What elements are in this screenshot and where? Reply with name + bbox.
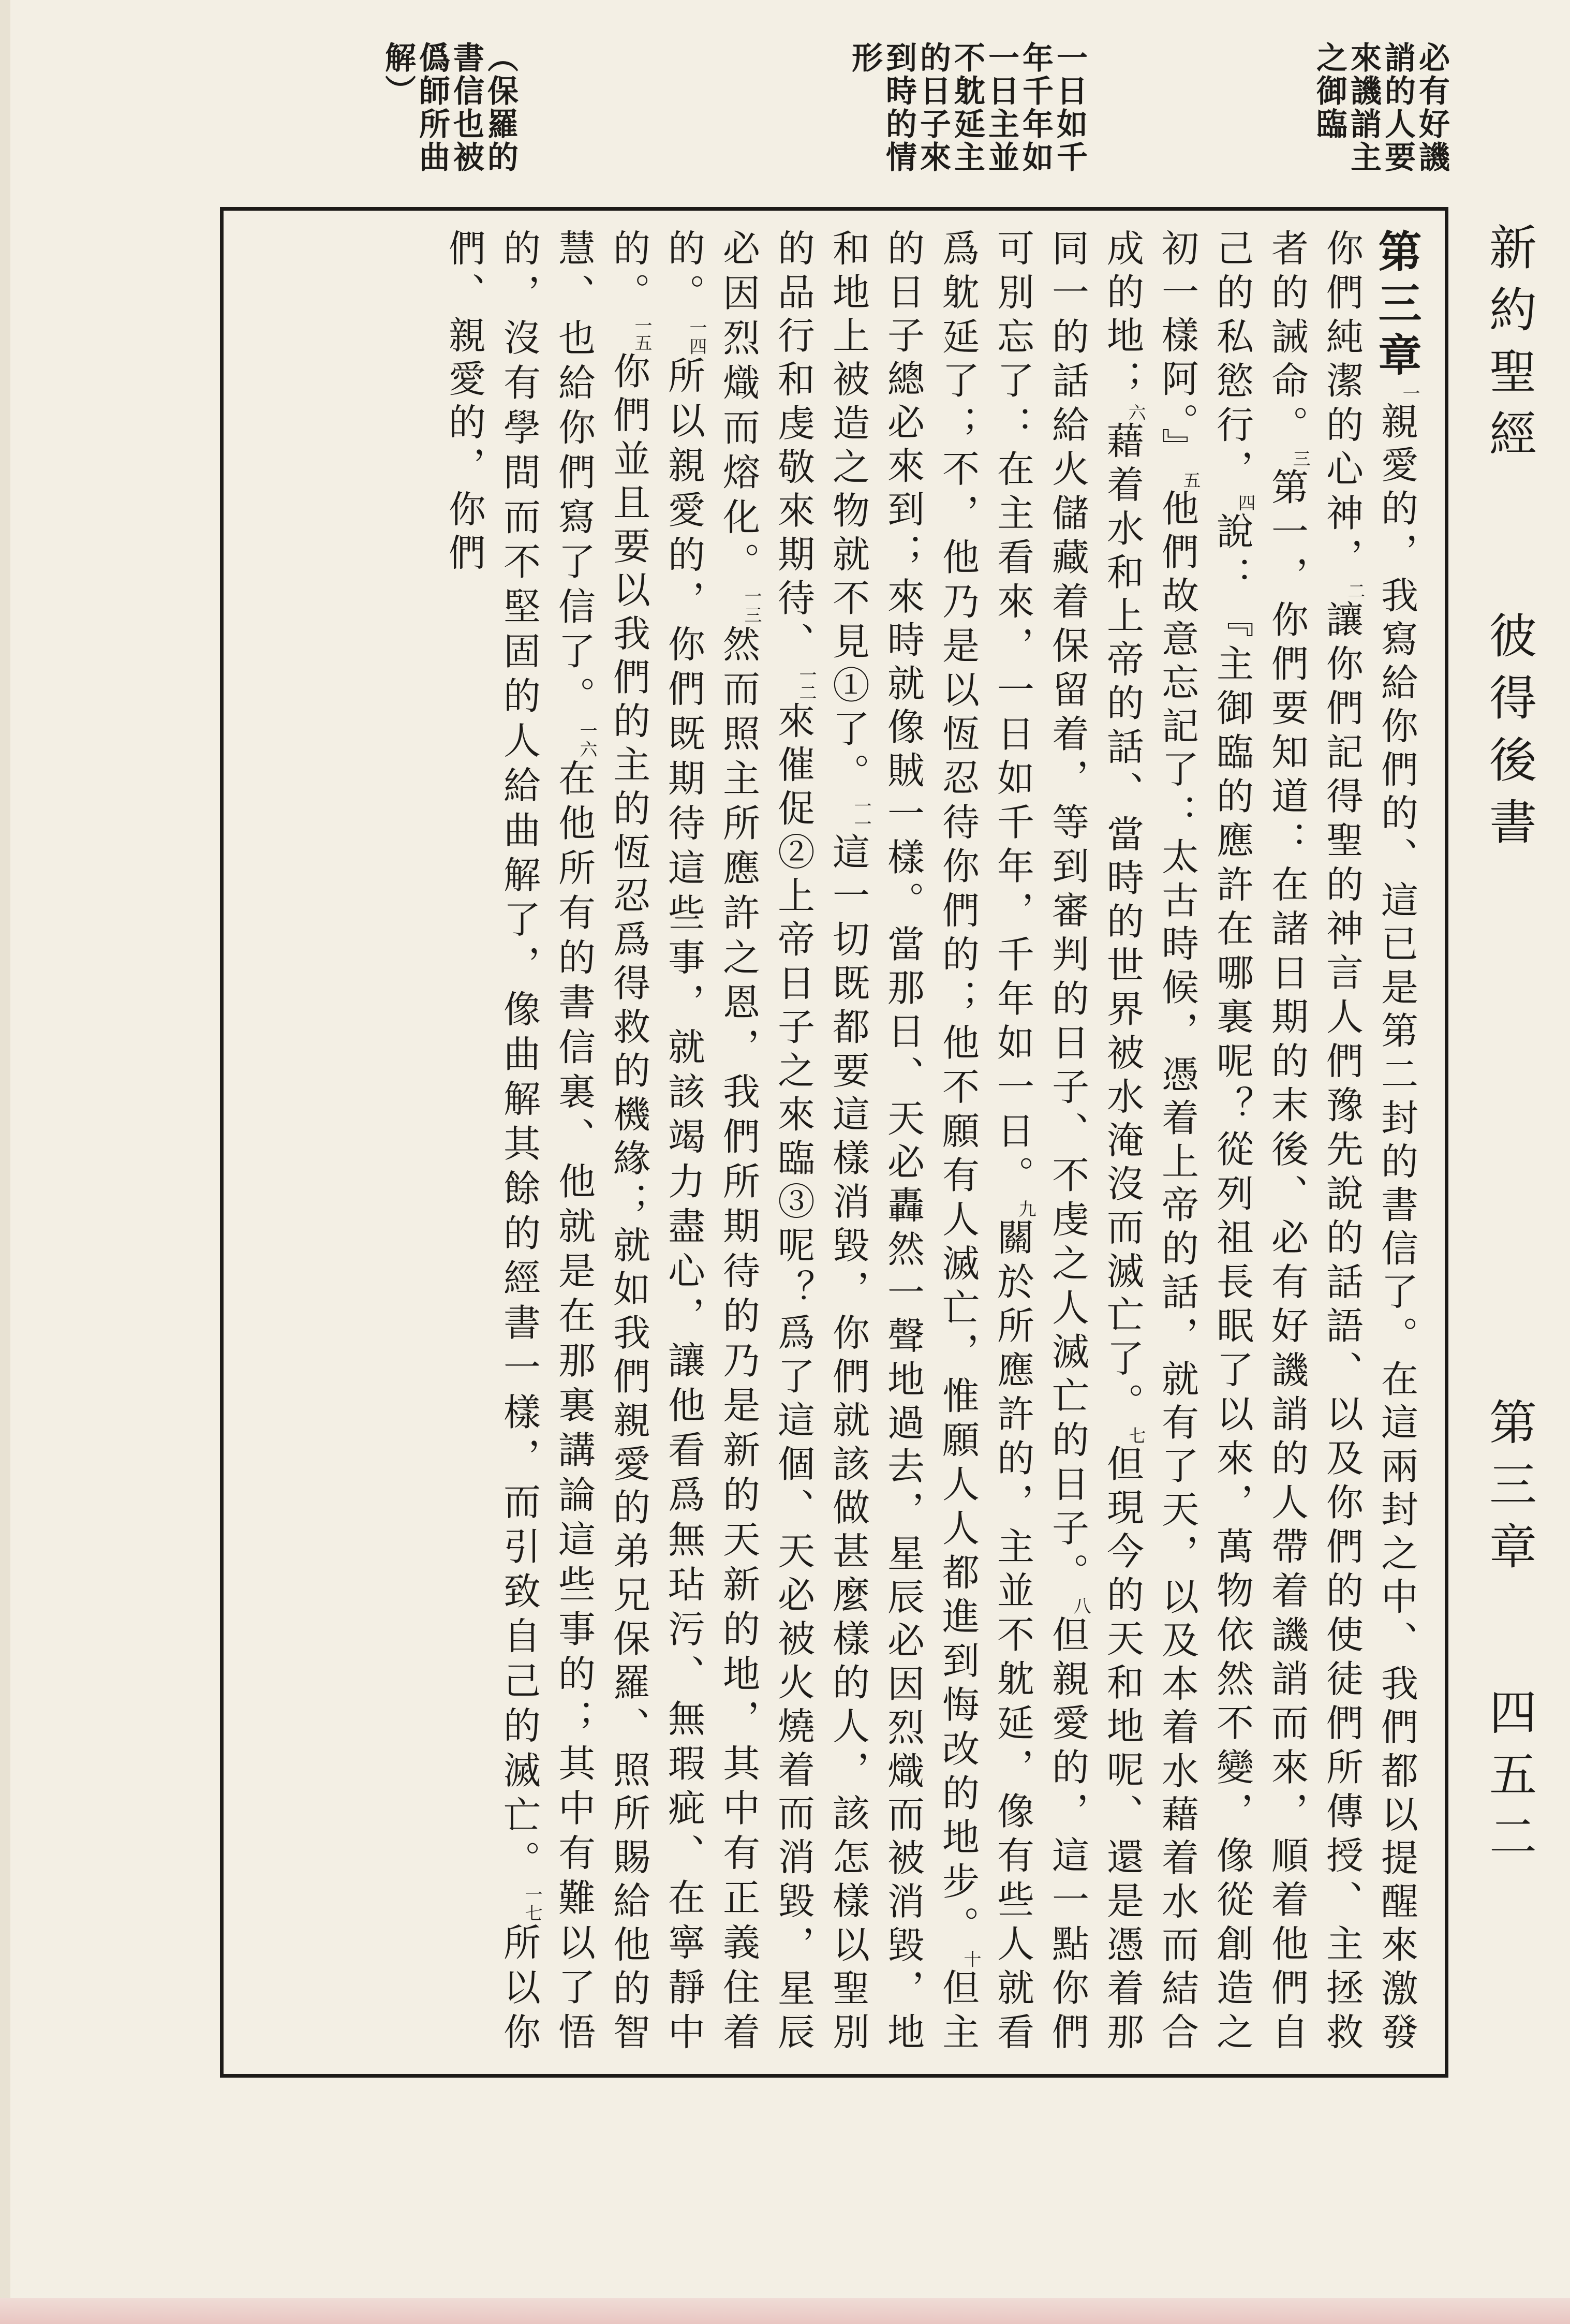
chapter-heading: 第三章: [1371, 229, 1423, 385]
verse-text: 讓你們記得聖的神言人們豫先說的話語、以及你們的使徒們所傳授、主拯救者的誡命。: [1265, 229, 1364, 2056]
margin-note: 一日如千年千年如一日主並不躭延主的日子來到時的情形: [847, 41, 1088, 174]
verse-text: 在他所有的書信裏、他就是在那裏講論這些事的；其中有難以了悟的，沒有學問而不堅固的人給曲解了，像曲解其餘的經書一樣，而引致自己的滅亡。: [497, 229, 596, 2056]
page-left-edge: [0, 0, 10, 2324]
verse-number: 一三: [741, 586, 762, 625]
verse-text: 所以親愛的，你們既期待這些事，就該竭力盡心，讓他看爲無玷污、無瑕疵、在寧靜中的。: [607, 229, 705, 2056]
verse-number: 一: [1399, 384, 1420, 402]
verse-number: 七: [1125, 1426, 1146, 1445]
verse-number: 一二: [796, 666, 817, 702]
verse-number: 二: [1344, 582, 1365, 600]
verse-number: 十: [960, 1950, 981, 1968]
page-number: 四五二: [1482, 1687, 1537, 1874]
margin-notes: [207, 41, 1449, 197]
verse-text: 然而照主所應許之恩，我們所期待的乃是新的天新的地，其中有正義住着的。: [662, 229, 760, 2056]
margin-note: （保羅的書信也被僞師所曲解）: [380, 41, 519, 174]
verse-text: 你們並且要以我們的主的恆忍爲得救的機緣；就如我們親愛的弟兄保羅、照所賜給他的智慧、也給你們寫了信了。: [552, 229, 650, 2056]
margin-note: 必有好譏誚的人要來譏誚主之御臨: [1311, 41, 1450, 174]
book-title: 新約聖經: [1482, 223, 1537, 471]
verse-text: 藉着水和上帝的話、當時的世界被水淹沒而滅亡了。: [1101, 421, 1144, 1427]
page-bottom-edge: [0, 2298, 1570, 2324]
verse-number: 一六: [576, 721, 597, 759]
verse-number: 四: [1235, 493, 1255, 512]
verse-number: 六: [1125, 403, 1146, 422]
verse-number: 三: [1290, 449, 1310, 468]
verse-text: 親愛的，我寫給你們的、這已是第二封的書信了。在這兩封之中、我們都以提醒來激發你們純潔的心神，: [1320, 229, 1418, 2056]
text-frame: [220, 207, 1448, 2078]
verse-number: 一四: [686, 318, 707, 356]
book-name: 彼得後書: [1482, 611, 1537, 859]
body-text: [244, 229, 1424, 2056]
verse-text: 所以你們、親愛的，你們: [442, 229, 541, 2056]
chapter-label: 第三章: [1482, 1398, 1537, 1584]
verse-text: 但現今的天和地呢、還是憑着那同一的話給火儲藏着保留着，等到審判的日子、不虔之人滅亡的日子。: [1046, 229, 1144, 2056]
verse-number: 八: [1070, 1597, 1091, 1615]
verse-number: 一七: [522, 1885, 542, 1923]
chapter-body: [437, 229, 1424, 2056]
verse-text: 他們故意忘記了：太古時候，憑着上帝的話，就有了天，以及本着水藉着水而結合成的地；: [1101, 229, 1199, 2056]
verse-number: 九: [1015, 1199, 1036, 1218]
verse-number: 一一: [851, 797, 871, 833]
verse-text: 但主的日子總必來到；來時就像賊一樣。當那日、天必轟然一聲地過去，星辰必因烈熾而被消毀，地和地上被造之物就不見①了。: [826, 229, 980, 2056]
verse-number: 五: [1180, 471, 1201, 489]
verse-text: 來催促②上帝日子之來臨③呢？爲了這個、天必被火燒着而消毀，星辰必因烈熾而熔化。: [717, 229, 815, 2056]
verse-text: 這一切既都要這樣消毀，你們就該做甚麼樣的人，該怎樣以聖別的品行和虔敬來期待、: [772, 229, 870, 2056]
verse-text: 第一，你們要知道：在諸日期的末後、必有好譏誚的人帶着譏誚而來，順着他們自己的私慾行，: [1210, 229, 1309, 2056]
verse-number: 一五: [631, 316, 652, 352]
verse-text: 關於所應許的，主並不躭延，像有些人就看爲躭延了；不，他乃是以恆忍待你們的；他不願有人滅亡，惟願人人都進到悔改的地步。: [936, 229, 1034, 2056]
verse-text: 說：『主御臨的應許在哪裏呢？從列祖長眠了以來，萬物依然不變，像從創造之初一樣阿。』: [1156, 229, 1254, 2056]
verse-text: 但親愛的，這一點你們可別忘了：在主看來，一日如千年，千年如一日。: [991, 229, 1089, 2056]
